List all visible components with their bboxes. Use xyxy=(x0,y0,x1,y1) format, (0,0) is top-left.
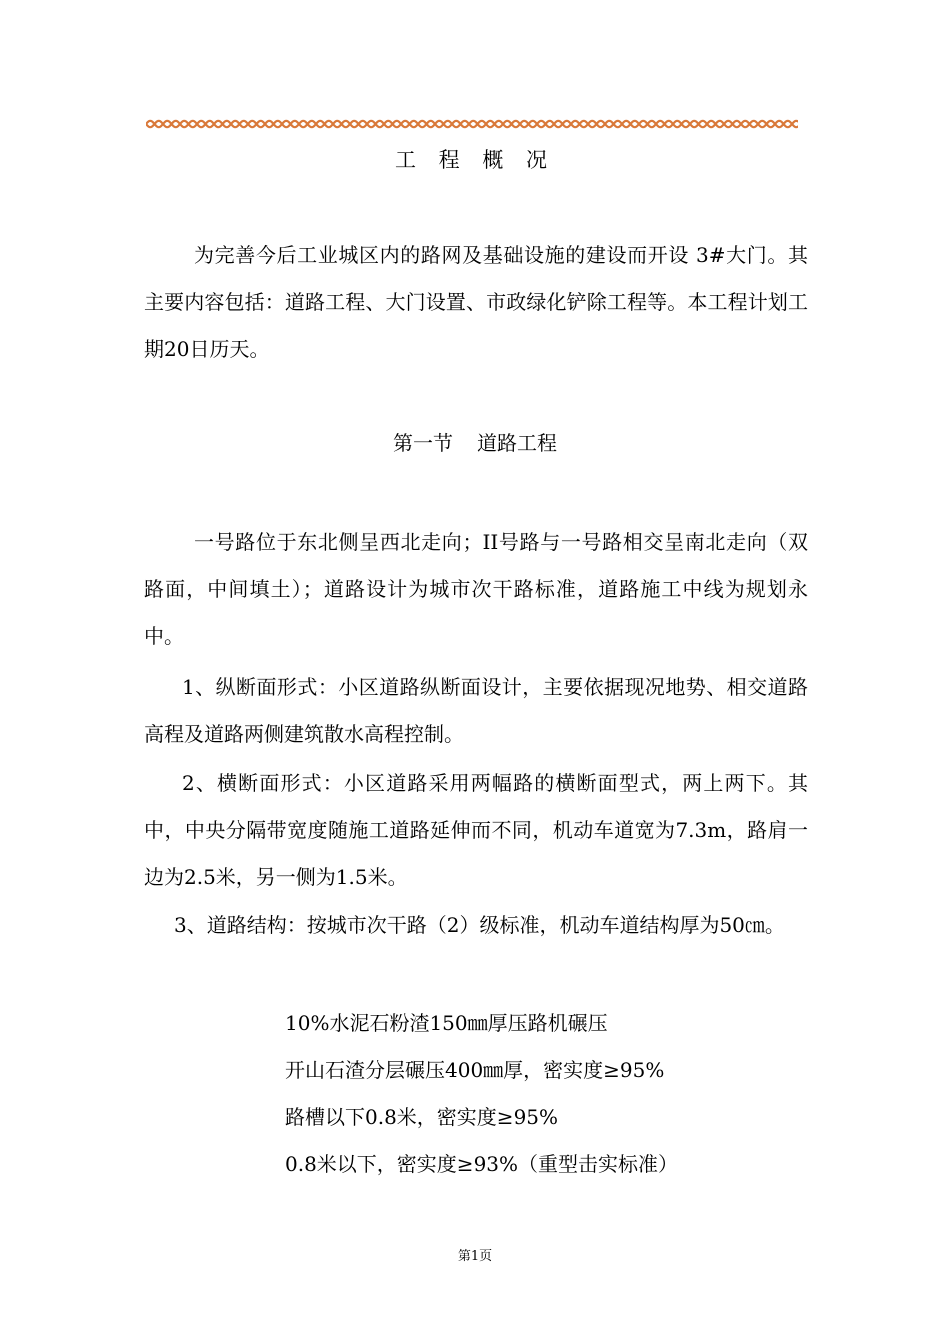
header-wavy-rule xyxy=(146,116,798,132)
structure-layer-item: 路槽以下0.8米，密实度≥95% xyxy=(285,1105,559,1129)
intro-paragraph: 为完善今后工业城区内的路网及基础设施的建设而开设 3#大门。其主要内容包括：道路工程、大门设置、市政绿化铲除工程等。本工程计划工期20日历天。 xyxy=(144,243,808,361)
structure-layer-item: 10%水泥石粉渣150㎜厚压路机碾压 xyxy=(285,1011,608,1035)
structure-layer-item: 0.8米以下，密实度≥93%（重型击实标准） xyxy=(285,1152,679,1176)
document-title: 工 程 概 况 xyxy=(394,148,556,172)
page-number: 第1页 xyxy=(457,1249,493,1264)
structure-layer-list xyxy=(285,1000,805,1188)
section-heading xyxy=(0,429,950,457)
structure-layer-item: 开山石渣分层碾压400㎜厚，密实度≥95% xyxy=(285,1058,665,1082)
section-number: 第一节 xyxy=(393,431,453,455)
road-structure-paragraph: 3、道路结构：按城市次干路（2）级标准，机动车道结构厚为50㎝。 xyxy=(174,913,785,937)
roads-paragraph: 一号路位于东北侧呈西北走向；II号路与一号路相交呈南北走向（双路面，中间填土）；道路设计为城市次干路标准，道路施工中线为规划永中。 xyxy=(144,530,808,648)
section-name: 道路工程 xyxy=(477,431,557,455)
longitudinal-section-paragraph: 1、纵断面形式：小区道路纵断面设计，主要依据现况地势、相交道路高程及道路两侧建筑散水高程控制。 xyxy=(144,675,808,746)
cross-section-paragraph: 2、横断面形式：小区道路采用两幅路的横断面型式，两上两下。其中，中央分隔带宽度随施工道路延伸而不同，机动车道宽为7.3m，路肩一边为2.5米，另一侧为1.5米。 xyxy=(144,771,808,889)
